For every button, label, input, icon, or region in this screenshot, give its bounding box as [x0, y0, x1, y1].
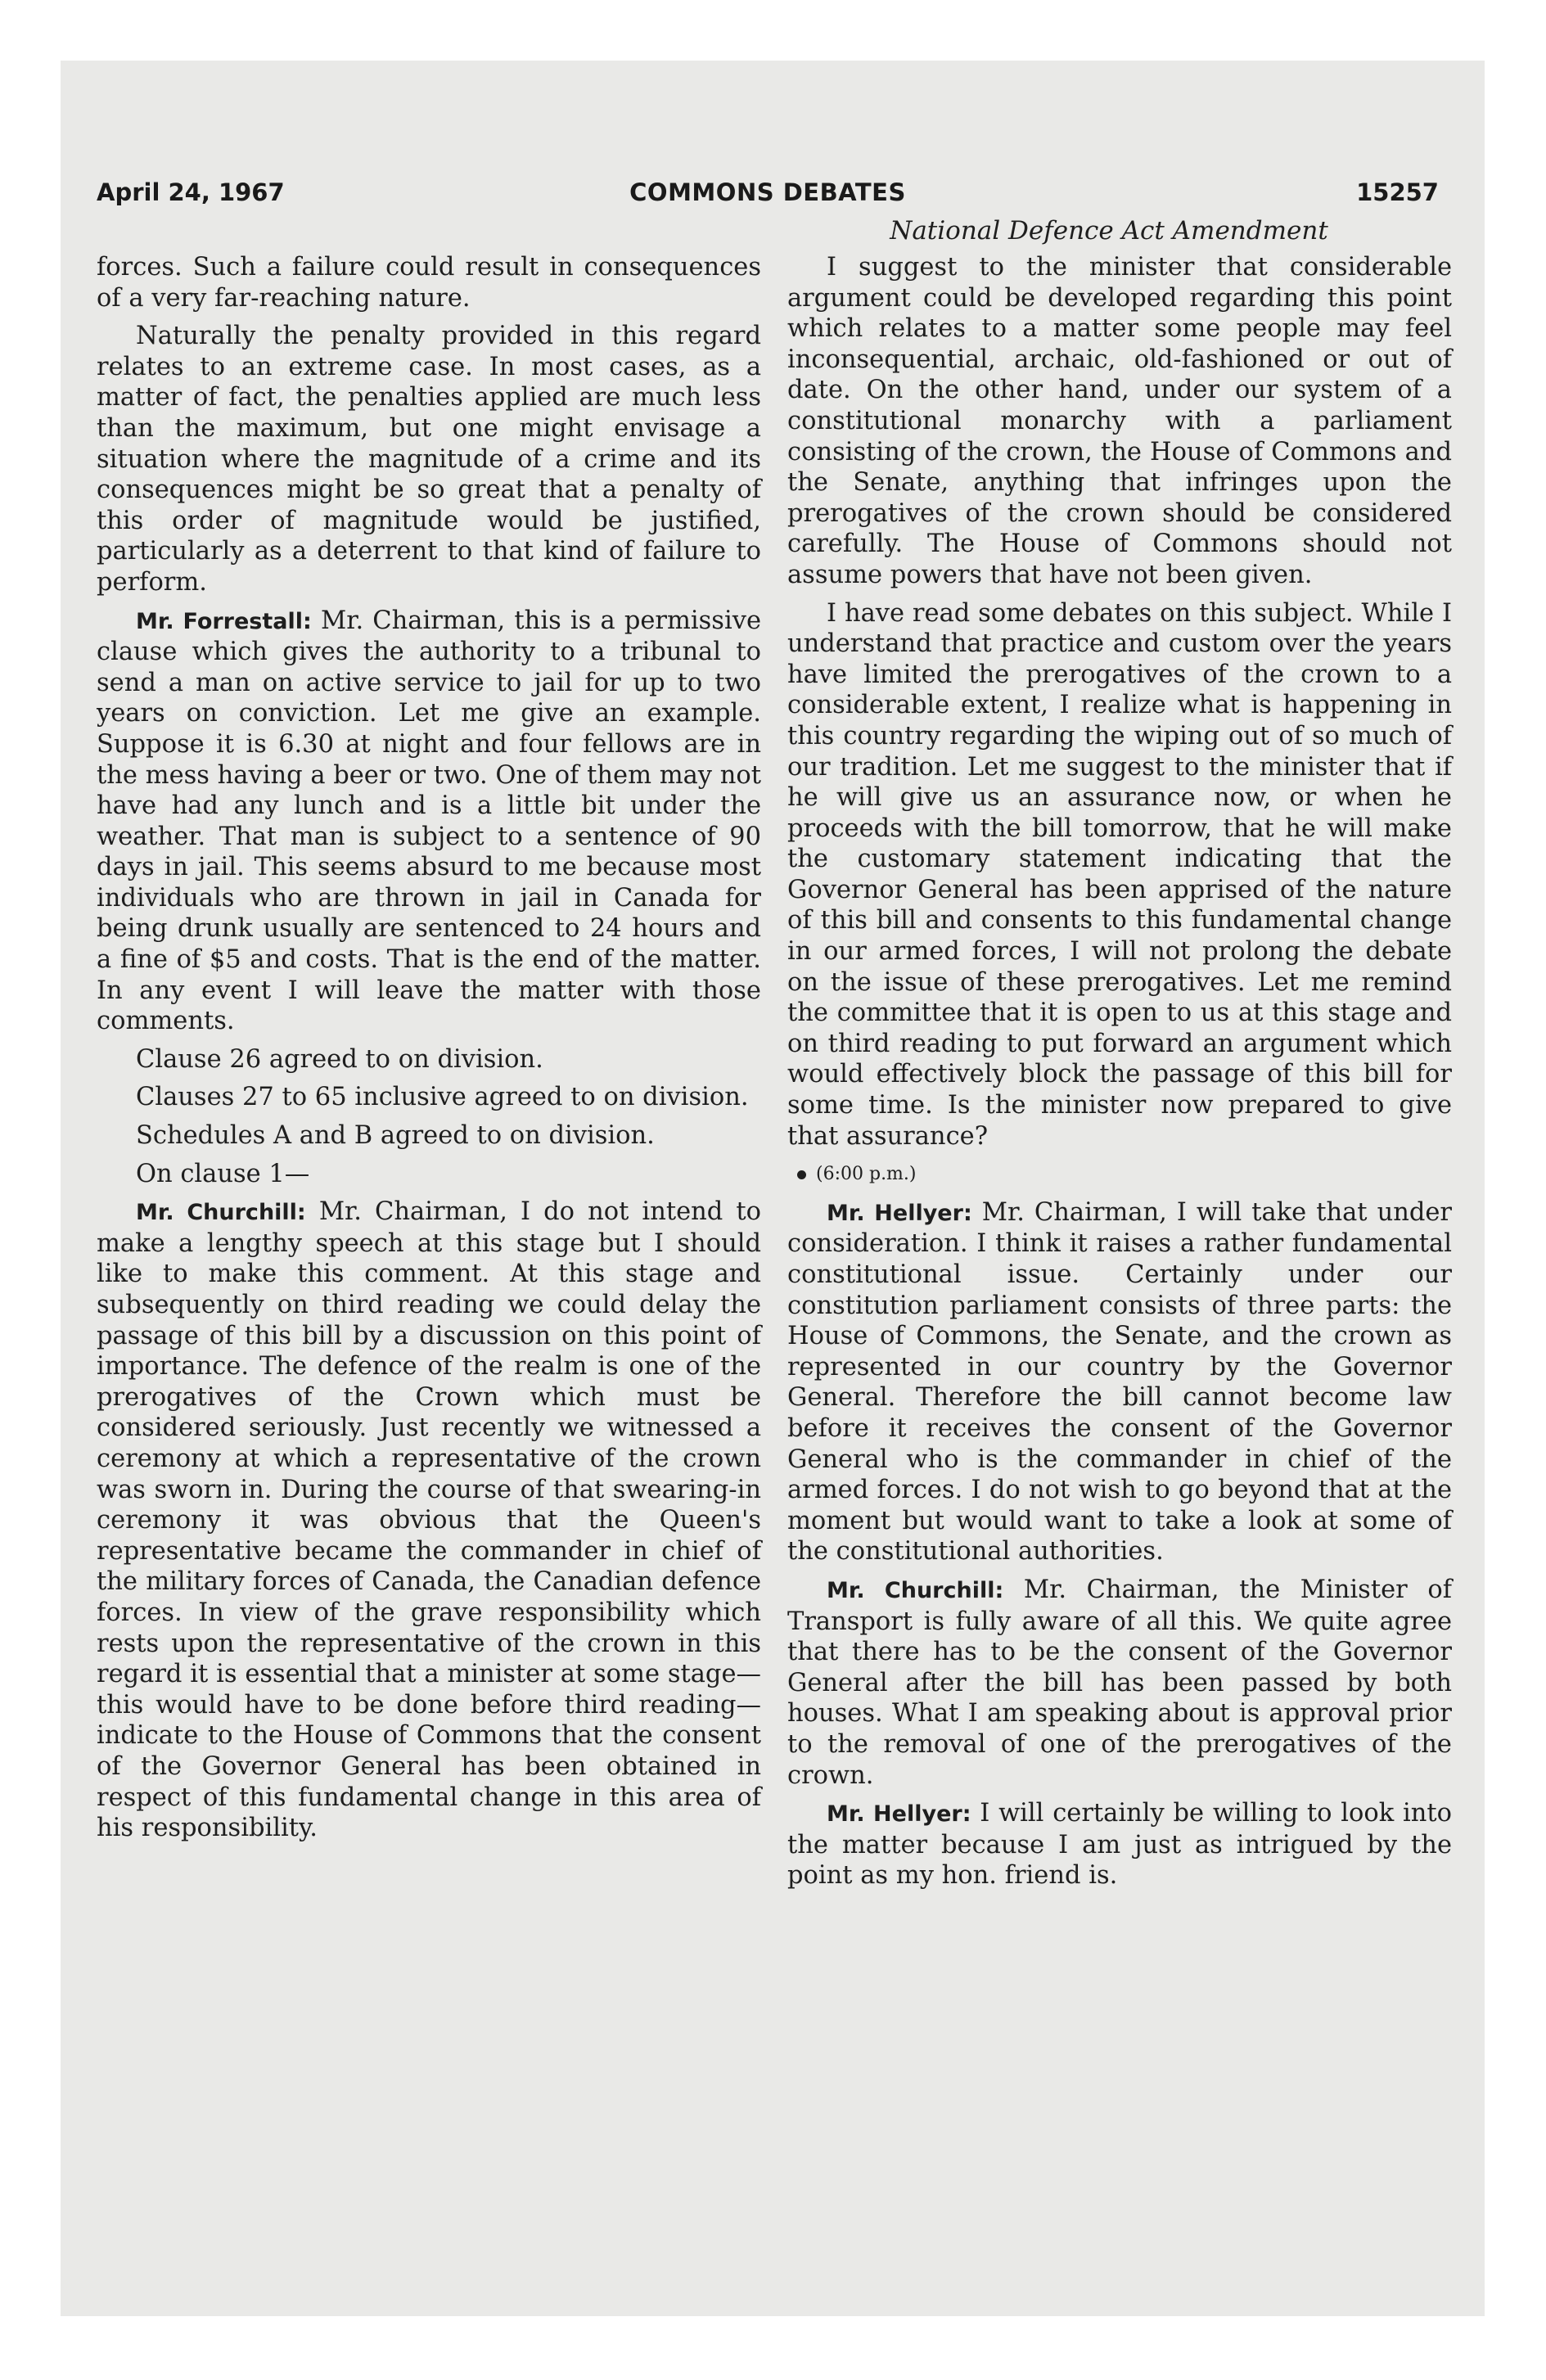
speaker-name: Mr. Churchill: [827, 1577, 1004, 1603]
left-column [97, 252, 761, 1851]
speech [787, 1197, 1452, 1567]
speech-text: Mr. Chairman, I do not intend to make a lengthy speech at this stage but I should like to make this comment. At this stage and subsequently on third reading we could delay the passage of this bill by a discussion on this point of importance. The defence of the realm is one of the prerogatives of the Crown which must be considered seriously. Just recently we witnessed a ceremony at which a representative of the crown was sworn in. During the course of that swearing-in ceremony it was obvious that the Queen's representative became the commander in chief of the military forces of Canada, the Canadian defence forces. In view of the grave responsibility which rests upon the representative of the crown in this regard it is essential that a minister at some stage—this would have to be done before third reading—indicate to the House of Commons that the consent of the Governor General has been obtained in respect of this fundamental change in this area of his responsibility. [97, 1197, 761, 1843]
header-title: COMMONS DEBATES [629, 178, 906, 206]
speech-text: I will certainly be willing to look into the matter because I am just as intrigued by the point as my hon. friend is. [787, 1799, 1452, 1891]
speaker-name: Mr. Churchill: [136, 1200, 306, 1226]
header-page-number: 15257 [1356, 178, 1439, 206]
section-subtitle: National Defence Act Amendment [890, 216, 1328, 246]
page-header [97, 178, 1439, 214]
speaker-name: Mr. Hellyer: [827, 1801, 971, 1828]
speech [787, 1575, 1452, 1791]
paragraph: Naturally the penalty provided in this regard relates to an extreme case. In most cases, as a matter of fact, the penalties applied are much less than the maximum, but one might envisage a situation where the magnitude of a crime and its consequences might be so great that a penalty of this order of magnitude would be justified, particularly as a deterrent to that kind of failure to perform. [97, 322, 761, 597]
speech [787, 1798, 1452, 1891]
time-text: (6:00 p.m.) [816, 1164, 917, 1185]
paragraph: Clauses 27 to 65 inclusive agreed to on division. [136, 1083, 749, 1112]
paragraph: I suggest to the minister that considerable argument could be developed regarding this point which relates to a matter some people may feel inconsequential, archaic, old-fashioned or out of date. On the other hand, under our system of a constitutional monarchy with a parliament consisting of the crown, the House of Commons and the Senate, anything that infringes upon the prerogatives of the crown should be considered carefully. The House of Commons should not assume powers that have not been given. [787, 253, 1452, 589]
speech-text: Mr. Chairman, I will take that under consideration. I think it raises a rather fundamental constitutional issue. Certainly under our constitution parliament consists of three parts: the House of Commons, the Senate, and the crown as represented in our country by the Governor General. Therefore the bill cannot become law before it receives the consent of the Governor General who is the commander in chief of the armed forces. I do not wish to go beyond that at the moment but would want to take a look at some of the constitutional authorities. [787, 1197, 1453, 1566]
paragraph: Schedules A and B agreed to on division. [136, 1121, 655, 1151]
paragraph: On clause 1— [136, 1159, 310, 1188]
header-date: April 24, 1967 [97, 178, 285, 206]
paragraph: Clause 26 agreed to on division. [136, 1044, 543, 1074]
speech-text: Mr. Chairman, this is a permissive clause which gives the authority to a tribunal to send a man on active service to jail for up to two years on conviction. Let me give an example. Suppose it is 6.30 at night and four fellows are in the mess having a beer or two. One of them may not have had any lunch and is a little bit under the weather. That man is subject to a sentence of 90 days in jail. This seems absurd to me because most individuals who are thrown in jail in Canada for being drunk usually are sentenced to 24 hours and a fine of $5 and costs. That is the end of the matter. In any event I will leave the matter with those comments. [97, 606, 761, 1036]
speaker-name: Mr. Hellyer: [827, 1200, 972, 1226]
speech [97, 606, 761, 1037]
time-marker [787, 1159, 1452, 1190]
paragraph: I have read some debates on this subject. While I understand that practice and custom over the years have limited the prerogatives of the crown to a considerable extent, I realize what is happening in this country regarding the wiping out of so much of our tradition. Let me suggest to the minister that if he will give us an assurance now, or when he proceeds with the bill tomorrow, that he will make the customary statement indicating that the Governor General has been apprised of the nature of this bill and consents to this fundamental change in our armed forces, I will not prolong the debate on the issue of these prerogatives. Let me remind the committee that it is open to us at this stage and on third reading to put forward an argument which would effectively block the passage of this bill for some time. Is the minister now prepared to give that assurance? [787, 598, 1452, 1151]
speech-text: Mr. Chairman, the Minister of Transport is fully aware of all this. We quite agree that there has to be the consent of the Governor General after the bill has been passed by both houses. What I am speaking about is approval prior to the removal of one of the prerogatives of the crown. [787, 1575, 1452, 1790]
speaker-name: Mr. Forrestall: [136, 608, 312, 634]
speech [97, 1197, 761, 1843]
paragraph: forces. Such a failure could result in consequences of a very far-reaching nature. [97, 253, 761, 313]
right-column [787, 252, 1452, 1899]
bullet-icon [797, 1170, 806, 1179]
